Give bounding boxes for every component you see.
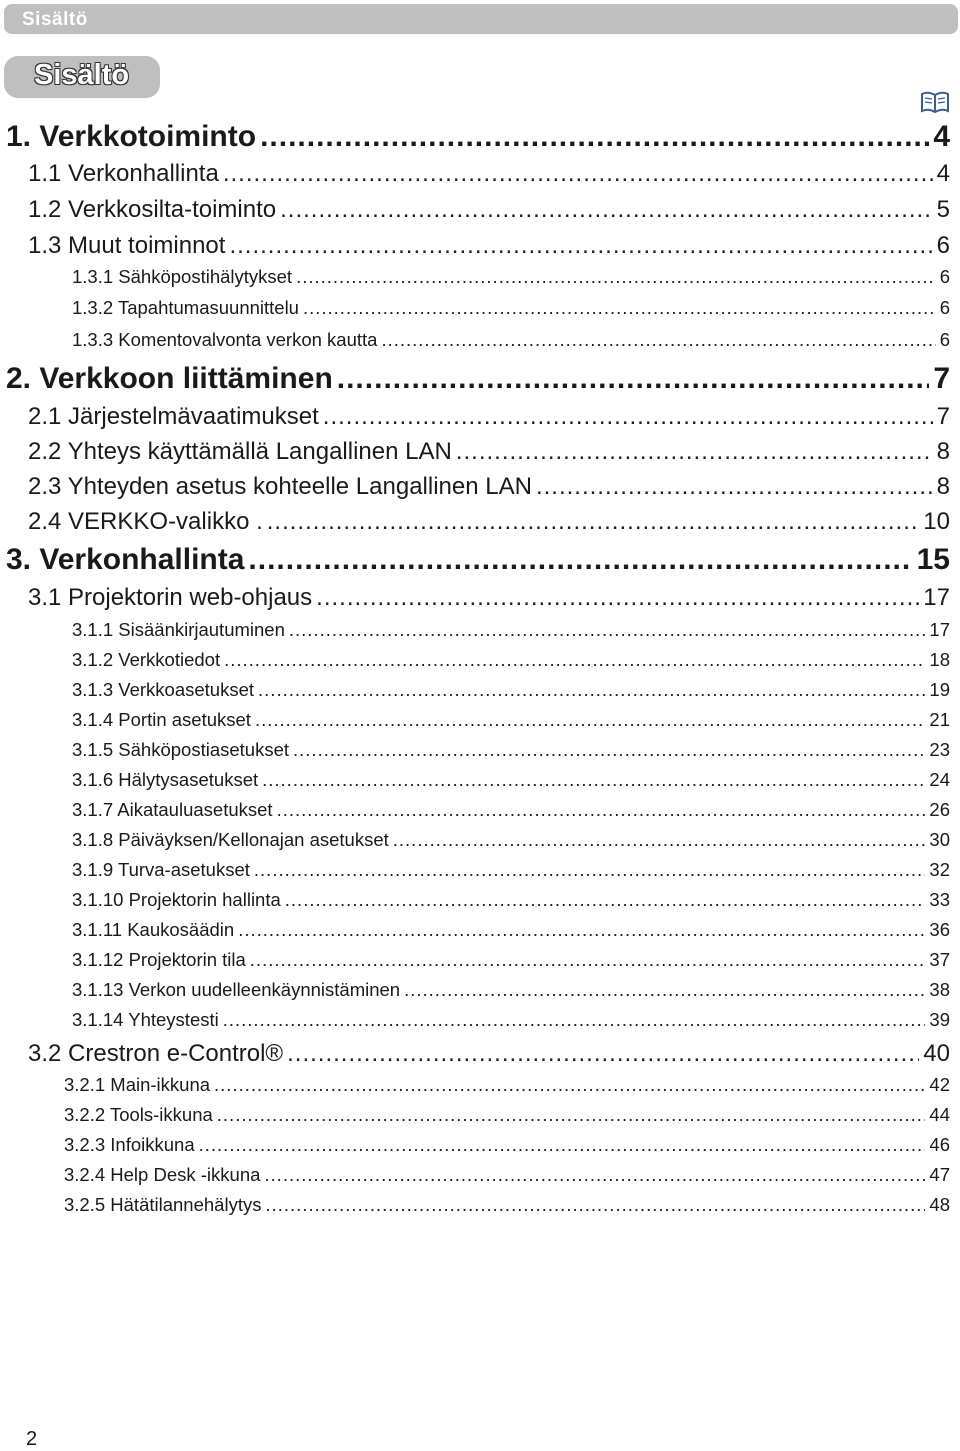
toc-entry-title: 3.1.11 Kaukosäädin [72,919,235,940]
toc-entry-1-3-2[interactable] [72,299,950,318]
section-tab-title: Sisältö [34,59,130,91]
toc-entry-page: 47 [929,1164,950,1185]
leader-dots [217,1106,926,1125]
toc-entry-title: 3.1.1 Sisäänkirjautuminen [72,619,285,640]
toc-entry-3-1-14[interactable] [72,1011,950,1030]
toc-entry-1[interactable] [6,122,950,152]
toc-entry-page: 7 [936,403,950,430]
toc-entry-title: 3.2.1 Main-ikkuna [64,1074,211,1095]
toc-entry-page: 18 [929,649,950,670]
toc-entry-title: 1.3.2 Tapahtumasuunnittelu [72,297,299,318]
toc-entry-title: 2.1 Järjestelmävaatimukset [28,403,319,430]
leader-dots [229,234,932,258]
toc-entry-title: 3.1.4 Portin asetukset [72,709,251,730]
toc-entry-title: 1.2 Verkkosilta-toiminto [28,196,277,223]
leader-dots [280,198,933,222]
toc-entry-3-2-3[interactable] [64,1136,950,1155]
toc-entry-page: 24 [929,769,950,790]
toc-entry-page: 4 [933,120,950,153]
toc-entry-1-3-3[interactable] [72,331,950,350]
toc-entry-page: 37 [929,949,950,970]
toc-entry-page: 40 [923,1040,950,1067]
leader-dots [393,831,926,850]
toc-entry-title: 1.1 Verkonhallinta [28,160,219,187]
toc-entry-2[interactable] [6,364,950,394]
toc-entry-title: 2.4 VERKKO-valikko . [28,508,263,535]
toc-entry-title: 3.1.2 Verkkotiedot [72,649,221,670]
leader-dots [262,771,925,790]
toc-entry-title: 3.1.9 Turva-asetukset [72,859,250,880]
toc-entry-title: 3.1.8 Päiväyksen/Kellonajan asetukset [72,829,389,850]
toc-entry-1-3[interactable] [28,234,950,258]
toc-entry-3-1-6[interactable] [72,771,950,790]
toc-entry-title: 2.3 Yhteyden asetus kohteelle Langallinen LAN [28,473,532,500]
leader-dots [258,681,925,700]
toc-entry-page: 5 [936,196,950,223]
toc-entry-title: 3.1.5 Sähköpostiasetukset [72,739,290,760]
toc-entry-page: 33 [929,889,950,910]
section-tab [4,56,160,98]
toc-entry-title: 1. Verkkotoiminto [6,120,257,153]
toc-entry-title: 3.1.12 Projektorin tila [72,949,246,970]
leader-dots [224,651,925,670]
leader-dots [250,951,926,970]
toc-entry-page: 4 [936,160,950,187]
toc-entry-title: 2. Verkkoon liittäminen [6,362,333,395]
toc-entry-title: 3.1.10 Projektorin hallinta [72,889,281,910]
toc-entry-page: 6 [939,329,950,350]
toc-entry-title: 1.3 Muut toiminnot [28,232,226,259]
toc-entry-title: 3.2.4 Help Desk -ikkuna [64,1164,261,1185]
leader-dots [255,711,925,730]
toc-entry-3-1-2[interactable] [72,651,950,670]
toc-entry-3-1-1[interactable] [72,621,950,640]
toc-entry-3-1-12[interactable] [72,951,950,970]
toc-entry-page: 17 [929,619,950,640]
leader-dots [536,475,933,499]
leader-dots [248,545,912,575]
toc-entry-3-2-5[interactable] [64,1196,950,1215]
toc-entry-1-2[interactable] [28,198,950,222]
leader-dots [238,921,925,940]
leader-dots [277,801,926,820]
toc-entry-3-1-3[interactable] [72,681,950,700]
toc-entry-title: 3.2.3 Infoikkuna [64,1134,195,1155]
toc-entry-title: 3.2.2 Tools-ikkuna [64,1104,213,1125]
leader-dots [254,861,926,880]
leader-dots [316,586,919,610]
toc-entry-page: 36 [929,919,950,940]
book-icon [920,90,950,114]
leader-dots [404,981,925,1000]
toc-entry-page: 42 [929,1074,950,1095]
toc-entry-3-1-5[interactable] [72,741,950,760]
leader-dots [264,1166,925,1185]
toc-entry-page: 15 [916,543,950,576]
toc-entry-3[interactable] [6,545,950,575]
toc-entry-page: 44 [929,1104,950,1125]
toc-entry-3-2[interactable] [28,1042,950,1066]
toc-entry-3-2-1[interactable] [64,1076,950,1095]
toc-entry-title: 3.1.14 Yhteystesti [72,1009,219,1030]
toc-entry-3-1-8[interactable] [72,831,950,850]
leader-dots [303,299,936,318]
toc-entry-page: 48 [929,1194,950,1215]
leader-dots [223,1011,926,1030]
toc-entry-page: 17 [923,584,950,611]
toc-entry-title: 2.2 Yhteys käyttämällä Langallinen LAN [28,438,452,465]
toc-entry-1-3-1[interactable] [72,268,950,287]
toc-entry-page: 6 [936,232,950,259]
toc-entry-page: 39 [929,1009,950,1030]
leader-dots [199,1136,926,1155]
leader-dots [265,1196,925,1215]
toc-entry-page: 10 [923,508,950,535]
leader-dots [260,122,929,152]
toc-entry-1-1[interactable] [28,162,950,186]
leader-dots [285,891,926,910]
page-number: 2 [26,1428,38,1450]
toc-entry-3-1-4[interactable] [72,711,950,730]
toc-entry-page: 8 [936,473,950,500]
toc-entry-2-2[interactable] [28,440,950,464]
toc-entry-3-2-2[interactable] [64,1106,950,1125]
toc-entry-page: 8 [936,438,950,465]
toc-entry-page: 19 [929,679,950,700]
toc-entry-page: 30 [929,829,950,850]
toc-entry-title: 3.1.7 Aikatauluasetukset [72,799,273,820]
toc-entry-3-1-9[interactable] [72,861,950,880]
toc-entry-page: 21 [929,709,950,730]
toc-entry-2-1[interactable] [28,405,950,429]
toc-entry-title: 3. Verkonhallinta [6,543,245,576]
header-bar-title: Sisältö [22,9,88,30]
toc-entry-2-3[interactable] [28,475,950,499]
toc-entry-page: 7 [933,362,950,395]
leader-dots [293,741,925,760]
toc-entry-title: 3.1.3 Verkkoasetukset [72,679,255,700]
toc-entry-3-1-13[interactable] [72,981,950,1000]
toc-entry-title: 3.2 Crestron e-Control® [28,1040,284,1067]
toc-entry-title: 1.3.3 Komentovalvonta verkon kautta [72,329,378,350]
toc-entry-page: 32 [929,859,950,880]
toc-entry-3-1-7[interactable] [72,801,950,820]
toc-entry-page: 6 [939,297,950,318]
leader-dots [337,364,930,394]
toc-entry-page: 23 [929,739,950,760]
toc-entry-title: 3.2.5 Hätätilannehälytys [64,1194,262,1215]
leader-dots [223,162,933,186]
toc-entry-page: 6 [939,266,950,287]
toc-entry-3-1-11[interactable] [72,921,950,940]
leader-dots [287,1042,919,1066]
leader-dots [323,405,933,429]
toc-entry-page: 38 [929,979,950,1000]
leader-dots [214,1076,925,1095]
header-bar [4,4,958,34]
toc-entry-title: 3.1 Projektorin web-ohjaus [28,584,313,611]
toc-entry-page: 46 [929,1134,950,1155]
leader-dots [456,440,933,464]
toc-entry-title: 3.1.13 Verkon uudelleenkäynnistäminen [72,979,401,1000]
toc-entry-title: 3.1.6 Hälytysasetukset [72,769,259,790]
leader-dots [267,510,920,534]
leader-dots [296,268,936,287]
toc-entry-3-2-4[interactable] [64,1166,950,1185]
leader-dots [289,621,926,640]
toc-entry-3-1-10[interactable] [72,891,950,910]
leader-dots [381,331,935,350]
toc-entry-2-4[interactable] [28,510,950,534]
toc-entry-title: 1.3.1 Sähköpostihälytykset [72,266,293,287]
toc-entry-3-1[interactable] [28,586,950,610]
toc-entry-page: 26 [929,799,950,820]
